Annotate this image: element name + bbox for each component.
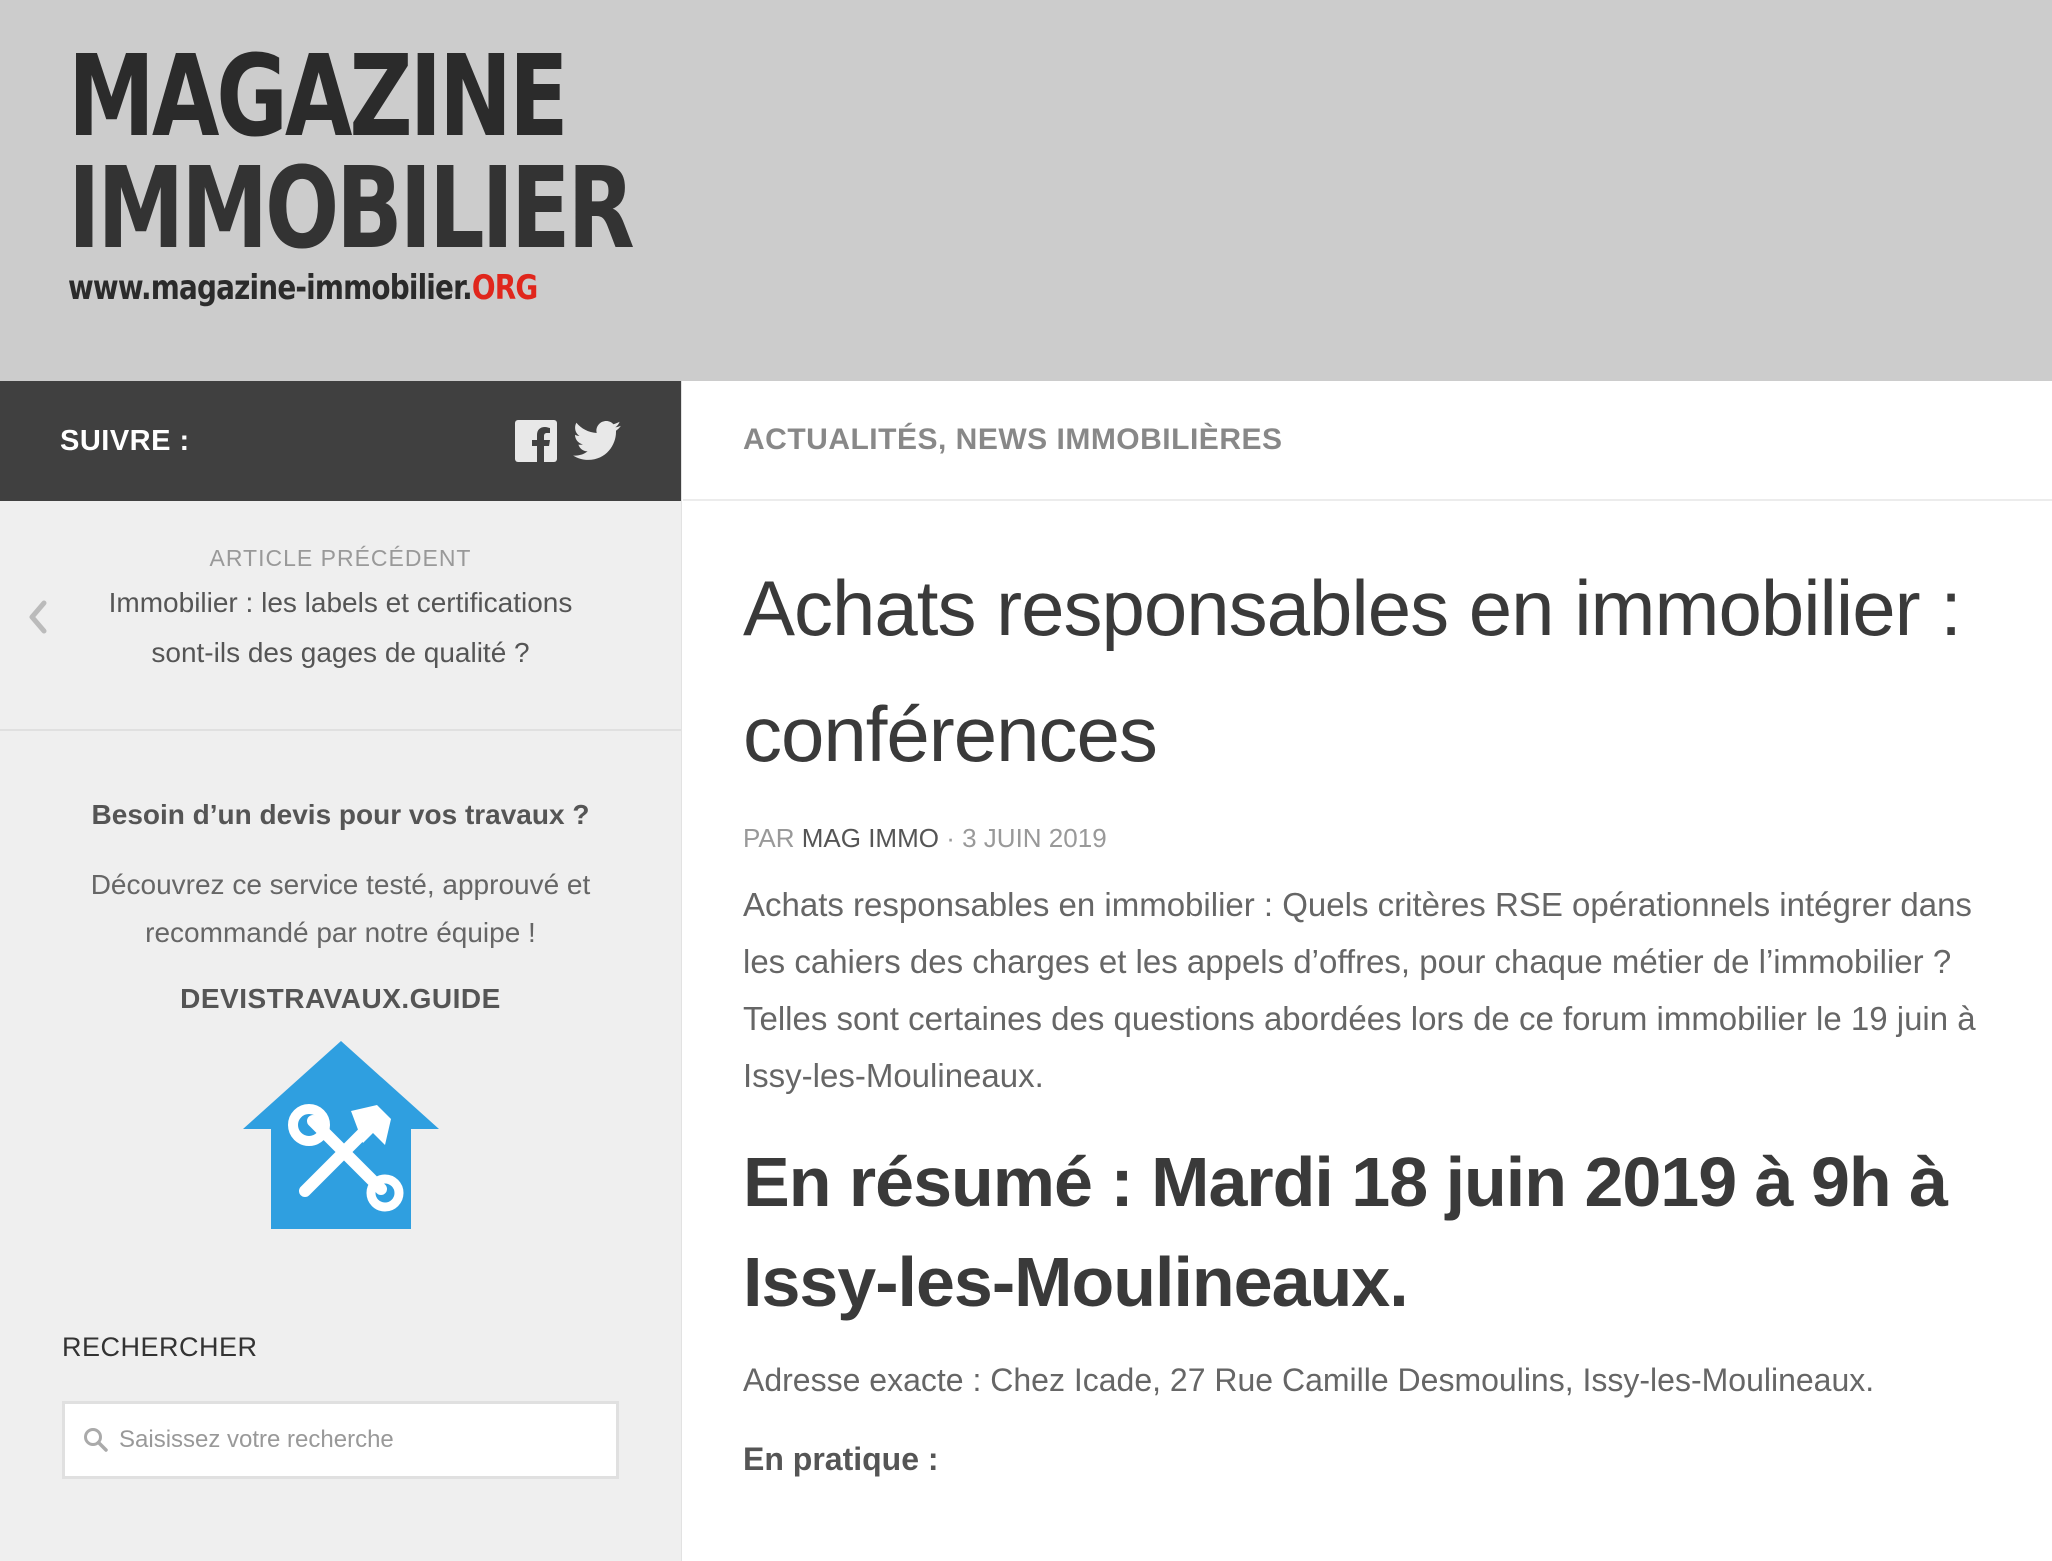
search-widget: [0, 1236, 681, 1479]
promo-title: Besoin d’un devis pour vos travaux ?: [91, 799, 590, 830]
category-links[interactable]: ACTUALITÉS, NEWS IMMOBILIÈRES: [743, 423, 1283, 456]
main-content: [683, 381, 2052, 1561]
author-link[interactable]: MAG IMMO: [801, 823, 939, 853]
chevron-left-icon[interactable]: [26, 597, 50, 637]
article-lead: Achats responsables en immobilier : Quels critères RSE opérationnels intégrer dans les cahiers des charges et les appels d’offres, pour chaque métier de l’immobilier ? Telles sont certaines des questions abordées lors de ce forum immobilier le 19 juin à Issy-les-Moulineaux.: [743, 886, 1976, 1094]
article-byline: [743, 823, 1992, 854]
byline-prefix: PAR: [743, 823, 795, 853]
category-bar: [683, 381, 2052, 501]
byline-separator: ·: [946, 823, 955, 853]
sidebar: [0, 381, 682, 1561]
logo-line-magazine: MAGAZINE: [68, 32, 566, 162]
twitter-icon[interactable]: [573, 421, 621, 461]
house-tools-icon[interactable]: [243, 1041, 439, 1231]
article: [683, 545, 2052, 1478]
previous-article-kicker: ARTICLE PRÉCÉDENT: [209, 545, 472, 571]
article-date: 3 JUIN 2019: [962, 823, 1107, 853]
summary-heading: En résumé : Mardi 18 juin 2019 à 9h à Issy-les-Moulineaux.: [743, 1143, 1948, 1321]
follow-bar: [0, 381, 681, 501]
promo-text: Découvrez ce service testé, approuvé et recommandé par notre équipe !: [90, 869, 591, 948]
site-logo[interactable]: [68, 32, 632, 308]
search-icon: [83, 1427, 109, 1453]
facebook-icon[interactable]: [515, 420, 557, 462]
promo-link[interactable]: DEVISTRAVAUX.GUIDE: [180, 983, 501, 1014]
search-box[interactable]: [62, 1401, 619, 1479]
article-title: Achats responsables en immobilier : conférences: [743, 564, 1961, 778]
address-text: Adresse exacte : Chez Icade, 27 Rue Camille Desmoulins, Issy-les-Moulineaux.: [743, 1362, 1875, 1398]
social-links: [515, 420, 621, 462]
previous-article-nav[interactable]: [0, 501, 681, 731]
logo-line-immobilier: IMMOBILIER: [68, 144, 632, 274]
follow-label: SUIVRE :: [60, 424, 190, 457]
search-input[interactable]: [119, 1426, 579, 1454]
practical-heading: En pratique :: [743, 1441, 939, 1477]
previous-article-link[interactable]: Immobilier : les labels et certifications sont-ils des gages de qualité ?: [108, 587, 573, 668]
search-label: RECHERCHER: [62, 1332, 258, 1362]
logo-url-main: www.magazine-immobilier.: [68, 268, 472, 308]
logo-url-tld: ORG: [471, 268, 538, 308]
promo-widget: [0, 731, 681, 1236]
logo-url: [68, 268, 538, 308]
site-header: [0, 0, 2052, 381]
